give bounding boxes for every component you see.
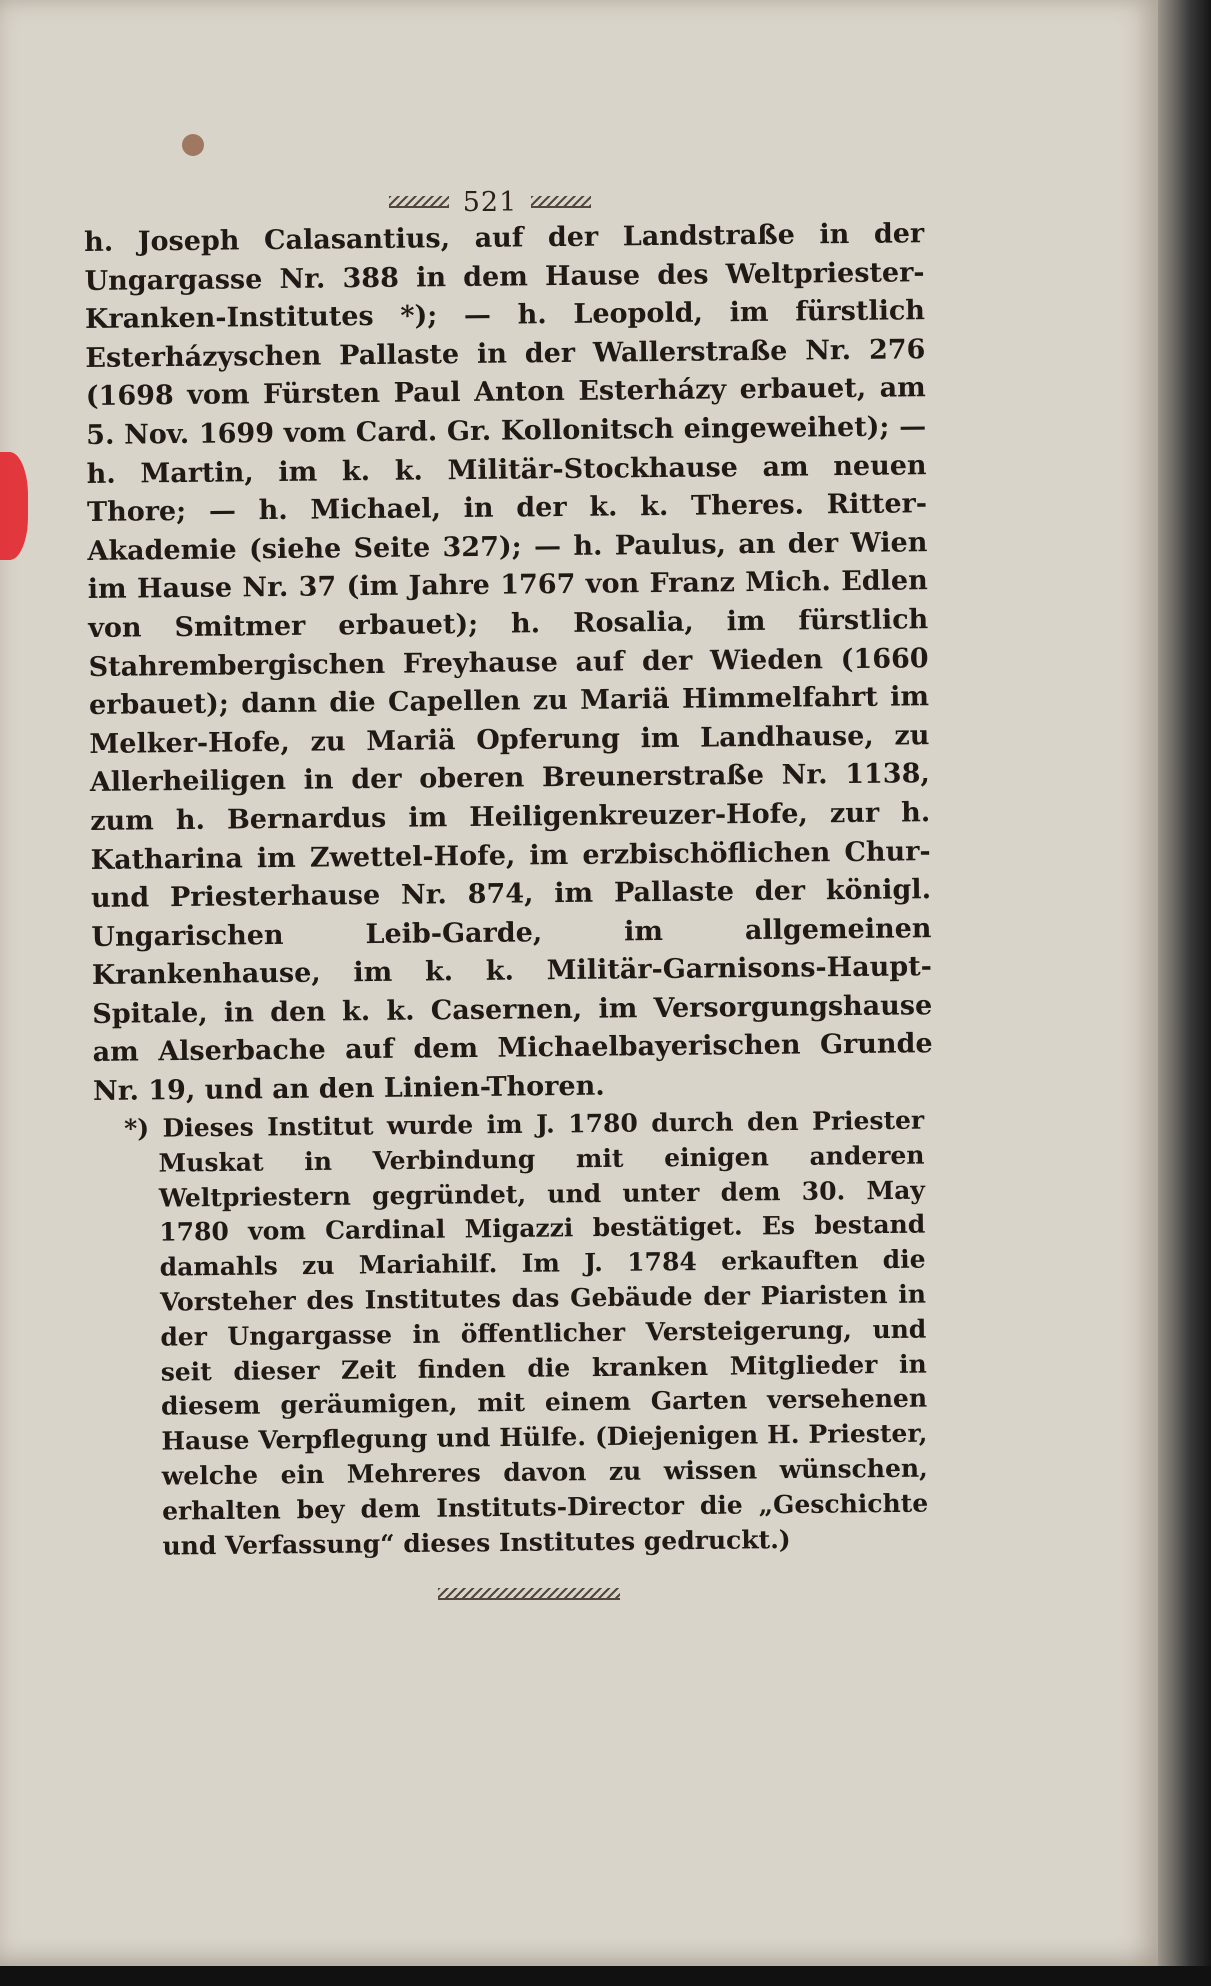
red-mark: [0, 452, 28, 560]
footnote: *) Dieses Institut wurde im J. 1780 durch den Priester Muskat in Verbindung mit einigen anderen Weltpriestern gegründet, und unter dem 30. May 1780 vom Cardinal Migazzi bestätiget. Es bestand damahls zu Mariahilf. Im J. 1784 erkauften die Vorsteher des Institutes das Gebäude der Piaristen in der Ungargasse in öffentlicher Versteigerung, und seit dieser Zeit finden die kranken Mitglieder in diesem geräumigen, mit einem Garten versehenen Hause Verpflegung und Hülfe. (Diejenigen H. Priester, welche ein Mehreres davon zu wissen wünschen, erhalten bey dem Instituts-Director die „Geschichte und Verfassung“ dieses Institutes gedruckt.): [124, 1105, 929, 1561]
main-paragraph: h. Joseph Calasantius, auf der Landstraße in der Ungargasse Nr. 388 in dem Hause des Weltpriester-Kranken-Institutes *); — h. Leopold, im fürstlich Esterházyschen Pallaste in der Wallerstraße Nr. 276 (1698 vom Fürsten Paul Anton Esterházy erbauet, am 5. Nov. 1699 vom Card. Gr. Kollonitsch eingeweihet); — h. Martin, im k. k. Militär-Stockhause am neuen Thore; — h. Michael, in der k. k. Theres. Ritter-Akademie (siehe Seite 327); — h. Paulus, an der Wien im Hause Nr. 37 (im Jahre 1767 von Franz Mich. Edlen von Smitmer erbauet); h. Rosalia, im fürstlich Stahrembergischen Freyhause auf der Wieden (1660 erbauet); dann die Capellen zu Mariä Himmelfahrt im Melker-Hofe, zu Mariä Opferung im Landhause, zu Allerheiligen in der oberen Breunerstraße Nr. 1138, zum h. Bernardus im Heiligenkreuzer-Hofe, zur h. Katharina im Zwettel-Hofe, im erzbischöflichen Chur- und Priesterhause Nr. 874, im Pallaste der königl. Ungarischen Leib-Garde, im allgemeinen Krankenhause, im k. k. Militär-Garnisons-Haupt-Spitale, in den k. k. Casernen, im Versorgungshause am Alserbache auf dem Michaelbayerischen Grunde Nr. 19, und an den Linien-Thoren.: [84, 218, 933, 1108]
ink-stain: [182, 134, 204, 156]
page-bottom-edge: [0, 1966, 1211, 1986]
end-ornament: [438, 1588, 620, 1600]
book-spine: [1158, 0, 1211, 1986]
page-number: 521: [462, 186, 518, 218]
header-ornament-left: [389, 196, 449, 208]
page-header: [360, 182, 620, 222]
header-ornament-right: [531, 196, 591, 208]
